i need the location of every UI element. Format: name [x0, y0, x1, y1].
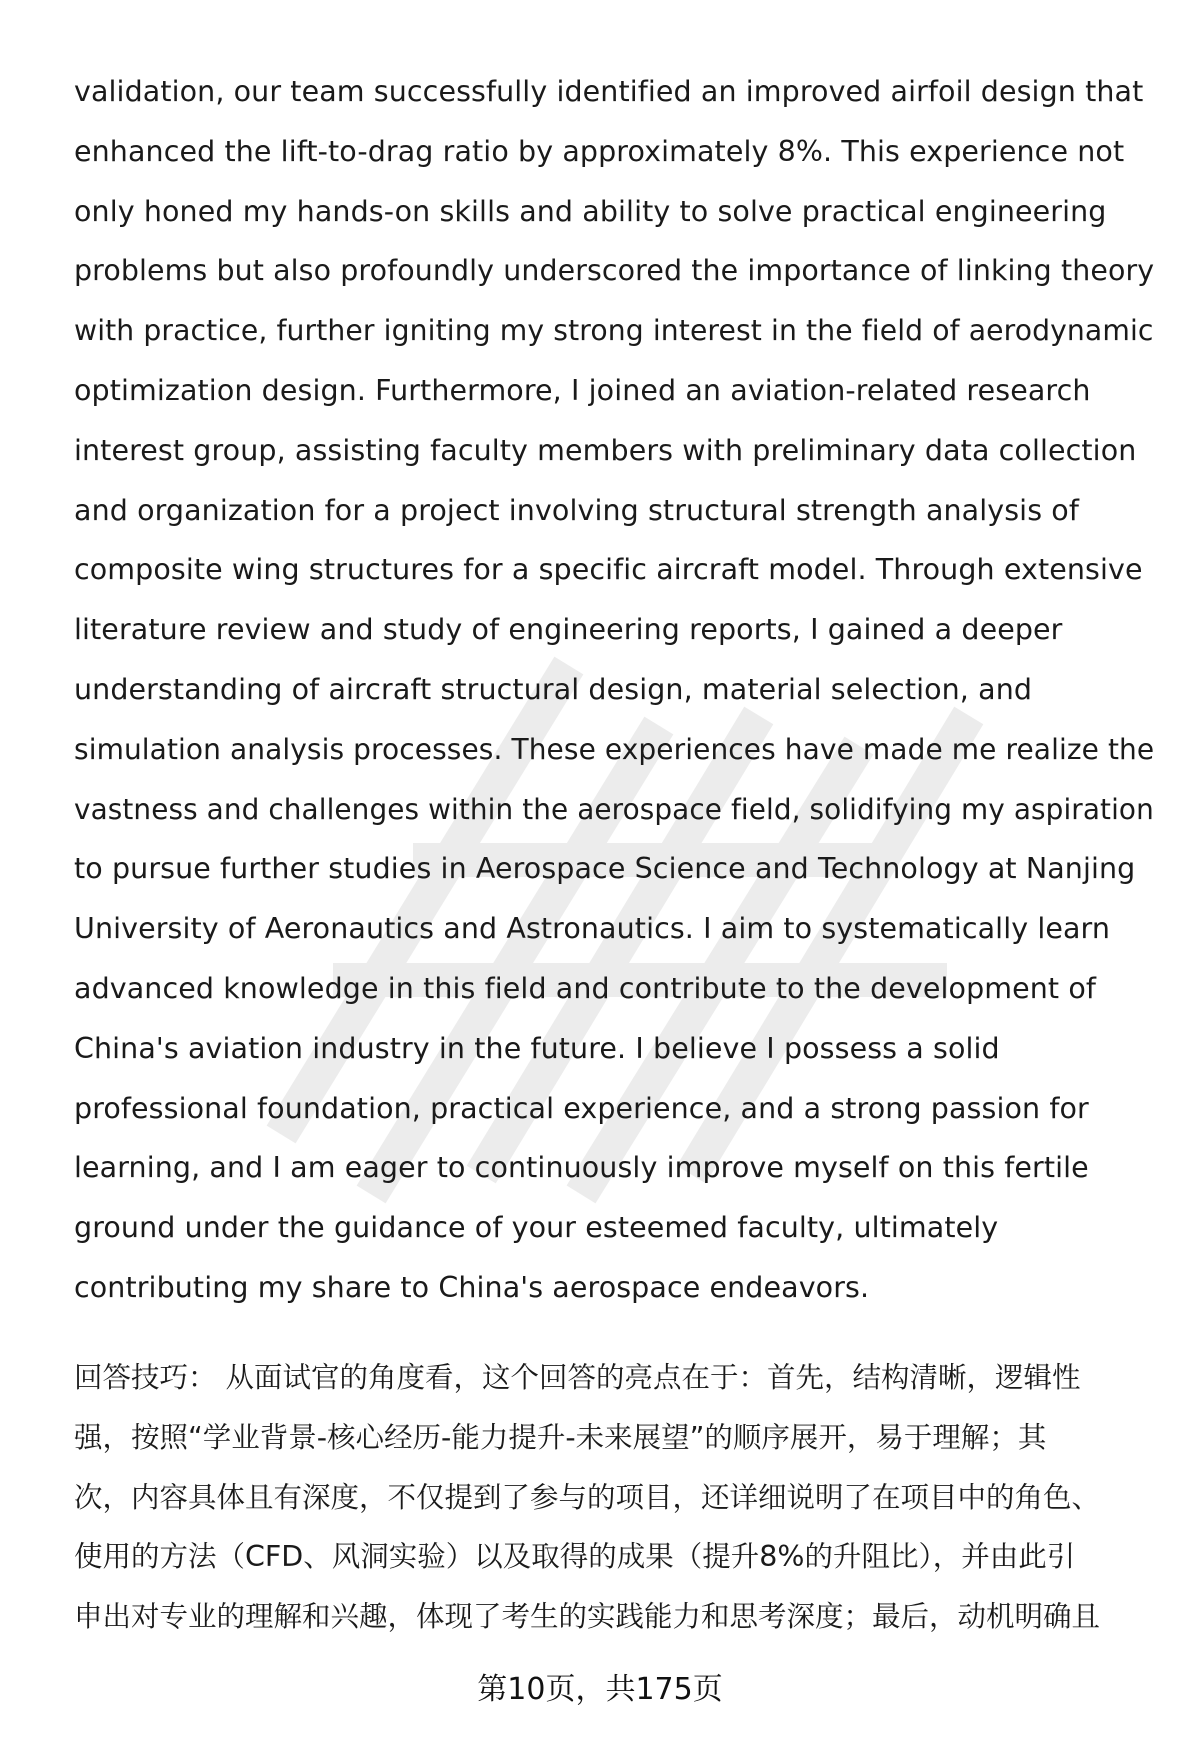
body-line: professional foundation, practical experience, and a strong passion for	[74, 1091, 1089, 1125]
body-line: composite wing structures for a specific aircraft model. Through extensive	[74, 553, 1143, 587]
body-line: with practice, further igniting my strong interest in the field of aerodynamic	[74, 314, 1154, 348]
body-line: University of Aeronautics and Astronautics. I aim to systematically learn	[74, 912, 1111, 946]
body-line: problems but also profoundly underscored the importance of linking theory	[74, 254, 1155, 288]
body-line: understanding of aircraft structural design, material selection, and	[74, 672, 1033, 706]
body-line: interest group, assisting faculty members with preliminary data collection	[74, 433, 1137, 467]
tips-line: 强，按照“学业背景-核心经历-能力提升-未来展望”的顺序展开，易于理解；其	[74, 1420, 1047, 1454]
body-line: only honed my hands-on skills and ability to solve practical engineering	[74, 194, 1107, 228]
tips-line: 使用的方法（CFD、风洞实验）以及取得的成果（提升8%的升阻比），并由此引	[74, 1540, 1076, 1574]
body-line: China's aviation industry in the future. I believe I possess a solid	[74, 1031, 1000, 1065]
body-line: enhanced the lift-to-drag ratio by approximately 8%. This experience not	[74, 134, 1125, 168]
body-line: contributing my share to China's aerospace endeavors.	[74, 1270, 870, 1304]
body-line: advanced knowledge in this field and contribute to the development of	[74, 971, 1097, 1005]
body-line: ground under the guidance of your esteemed faculty, ultimately	[74, 1211, 999, 1245]
body-line: vastness and challenges within the aerospace field, solidifying my aspiration	[74, 792, 1154, 826]
body-line: simulation analysis processes. These experiences have made me realize the	[74, 732, 1155, 766]
body-line: and organization for a project involving structural strength analysis of	[74, 493, 1079, 527]
tips-line: 申出对专业的理解和兴趣，体现了考生的实践能力和思考深度；最后，动机明确且	[74, 1600, 1101, 1634]
tips-line: 次，内容具体且有深度，不仅提到了参与的项目，还详细说明了在项目中的角色、	[74, 1480, 1101, 1514]
tips-line: 回答技巧： 从面试官的角度看，这个回答的亮点在于：首先，结构清晰，逻辑性	[74, 1361, 1081, 1394]
page-number: 第10页，共175页	[477, 1672, 723, 1707]
body-line: validation, our team successfully identified an improved airfoil design that	[74, 75, 1144, 108]
body-line: learning, and I am eager to continuously improve myself on this fertile	[74, 1151, 1089, 1185]
body-line: optimization design. Furthermore, I joined an aviation-related research	[74, 373, 1091, 407]
body-line: to pursue further studies in Aerospace Science and Technology at Nanjing	[74, 852, 1136, 886]
answer-tips	[74, 1348, 1154, 1647]
body-line: literature review and study of engineering reports, I gained a deeper	[74, 613, 1063, 647]
answer-body	[74, 62, 1154, 1318]
